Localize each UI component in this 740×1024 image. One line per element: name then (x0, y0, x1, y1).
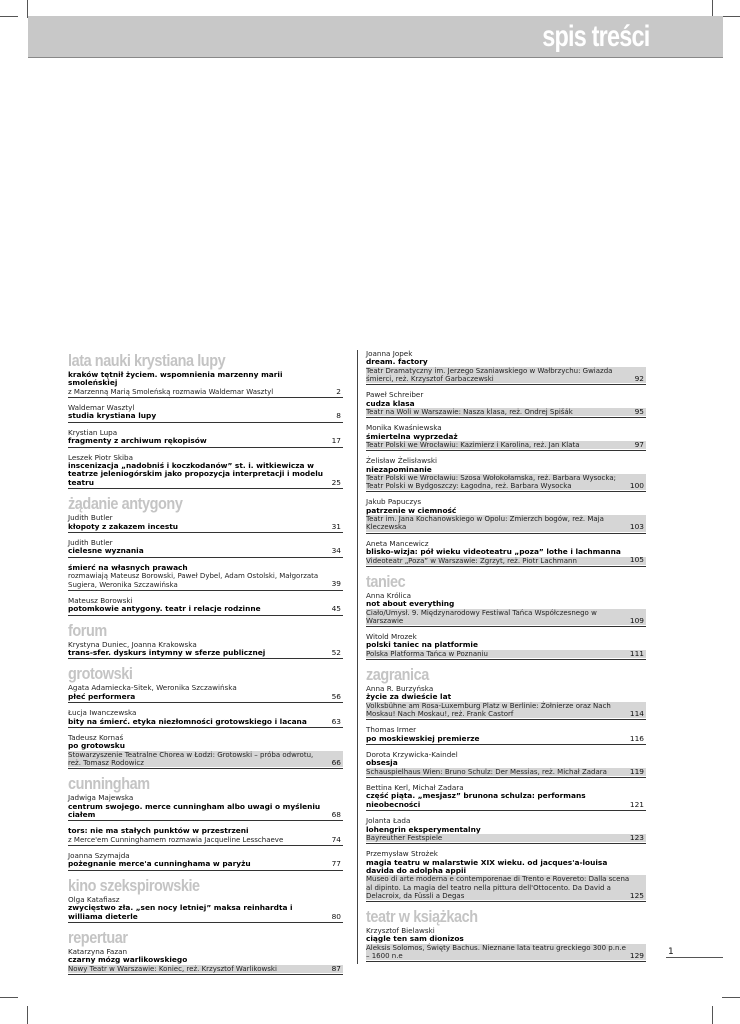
entry-note: Ciało/Umysł. 9. Międzynarodowy Festiwal Tańca Współczesnego w Warszawie (366, 609, 646, 625)
entry-author: Aneta Mancewicz (366, 538, 429, 548)
entry-title: cielesne wyznania (68, 546, 144, 556)
column-divider (357, 350, 358, 964)
entry-title: cudza klasa (366, 398, 415, 408)
entry-title: blisko-wizja: pół wieku videoteatru „poza” lothe i lachmanna (366, 547, 621, 557)
toc-entry (366, 350, 646, 385)
entry-author: Katarzyna Fazan (68, 947, 128, 957)
section-heading: repertuar (68, 928, 128, 948)
page-number-rule (666, 957, 723, 958)
entry-title: tors: nie ma stałych punktów w przestrzeni (68, 826, 249, 836)
entry-page-number: 123 (629, 832, 644, 842)
entry-page-number: 80 (331, 911, 341, 921)
section-heading: żądanie antygony (68, 494, 183, 514)
toc-left-column (68, 350, 343, 981)
entry-page-number: 77 (331, 859, 341, 869)
header-rule (28, 57, 723, 58)
entry-note: Stowarzyszenie Teatralne Chorea w Łodzi: Grotowski – próba odwrotu, reż. Tomasz Rodowicz (68, 751, 343, 767)
toc-section (68, 775, 343, 871)
toc-entry (68, 597, 343, 616)
entry-author: Krzysztof Bielawski (366, 926, 435, 936)
entry-author: Judith Butler (68, 538, 113, 548)
entry-page-number: 52 (331, 647, 341, 657)
entry-page-number: 31 (331, 521, 341, 531)
entry-title: studia krystiana lupy (68, 411, 157, 421)
toc-entry (366, 592, 646, 627)
entry-page-number: 109 (629, 615, 644, 625)
entry-page-number: 39 (331, 579, 341, 589)
entry-note: Museo di arte moderna e contemporenae di Trento e Rovereto: Dalla scena al dipinto. La magia del teatro nella pittura dell'Ottocento. Da David a Delacroix, da Füssli a Degas (366, 875, 646, 900)
toc-entry (366, 927, 646, 962)
entry-author: Krystyna Duniec, Joanna Krakowska (68, 639, 197, 649)
toc-entry (366, 817, 646, 844)
toc-entry (68, 794, 343, 821)
section-heading: taniec (366, 571, 406, 591)
toc-entry (366, 457, 646, 492)
entry-page-number: 105 (629, 555, 644, 565)
entry-note: Teatr Dramatyczny im. Jerzego Szaniawskiego w Wałbrzychu: Gwiazda śmierci, reż. Krzysztof Garbaczewski (366, 367, 646, 383)
entry-page-number: 17 (331, 436, 341, 446)
entry-title: kraków tętnił życiem. wspomnienia marzenny marii smoleńskiej (68, 370, 283, 388)
entry-note: Nowy Teatr w Warszawie: Koniec, reż. Krzysztof Warlikowski (68, 965, 343, 973)
entry-title: not about everything (366, 599, 455, 609)
toc-entry (366, 540, 646, 567)
section-heading: lata nauki krystiana lupy (68, 351, 226, 370)
entry-title: bity na śmierć. etyka niezłomności grotowskiego i lacana (68, 716, 307, 726)
toc-entry (68, 404, 343, 423)
page-number: 1 (668, 947, 674, 957)
toc-section (366, 350, 646, 567)
entry-author: Tadeusz Kornaś (68, 732, 124, 742)
entry-title: część piąta. „mesjasz” brunona schulza: performans nieobecności (366, 791, 586, 809)
crop-mark (722, 997, 740, 998)
entry-page-number: 97 (634, 439, 644, 449)
entry-page-number: 34 (331, 546, 341, 556)
toc-section (68, 929, 343, 975)
section-heading: forum (68, 620, 107, 640)
entry-note: Volksbühne am Rosa-Luxemburg Platz w Berlinie: Żołnierze oraz Nach Moskau! Nach Moskau!, reż. Frank Castorf (366, 702, 646, 718)
crop-mark (27, 1006, 28, 1024)
entry-author: Waldemar Wasztyl (68, 403, 135, 413)
entry-title: centrum swojego. merce cunningham albo uwagi o myśleniu ciałem (68, 801, 321, 819)
entry-title: po moskiewskiej premierze (366, 733, 480, 743)
toc-entry (366, 784, 646, 811)
toc-entry (68, 827, 343, 846)
section-heading: cunningham (68, 774, 150, 794)
toc-entry (68, 564, 343, 591)
entry-author: Jakub Papuczys (366, 497, 422, 507)
entry-page-number: 116 (629, 733, 644, 743)
entry-note: Aleksis Solomos, Święty Bachus. Nieznane lata teatru greckiego 300 p.n.e – 1600 n.e (366, 944, 646, 960)
entry-title: polski taniec na platformie (366, 640, 478, 650)
toc-entry (68, 948, 343, 975)
entry-note: Polska Platforma Tańca w Poznaniu (366, 650, 646, 658)
entry-author: Łucja Iwanczewska (68, 708, 137, 718)
toc-entry (68, 641, 343, 660)
toc-entry (68, 454, 343, 490)
entry-title: lohengrin eksperymentalny (366, 824, 481, 834)
entry-page-number: 68 (331, 809, 341, 819)
entry-title: życie za dwieście lat (366, 692, 452, 702)
toc-right-column (366, 350, 646, 968)
entry-note: z Marzenną Marią Smoleńską rozmawia Waldemar Wasztyl (68, 387, 274, 396)
crop-mark (0, 997, 18, 998)
entry-page-number: 45 (331, 604, 341, 614)
entry-page-number: 92 (634, 373, 644, 383)
toc-entry (366, 498, 646, 533)
entry-title: kłopoty z zakazem incestu (68, 521, 179, 531)
entry-title: zwycięstwo zła. „sen nocy letniej” maksa reinhardta i williama dieterle (68, 903, 293, 921)
entry-title: płeć performera (68, 691, 136, 701)
entry-title: czarny mózg warlikowskiego (68, 955, 188, 965)
toc-entry (366, 391, 646, 418)
toc-entry (68, 734, 343, 769)
entry-page-number: 95 (634, 406, 644, 416)
entry-author: Anna R. Burzyńska (366, 683, 434, 693)
crop-mark (0, 16, 18, 17)
toc-section (68, 495, 343, 615)
entry-page-number: 111 (629, 648, 644, 658)
entry-author: Witold Mrozek (366, 631, 417, 641)
entry-author: Joanna Szymajda (68, 851, 130, 860)
entry-title: fragmenty z archiwum rękopisów (68, 436, 207, 446)
toc-entry (366, 751, 646, 778)
toc-entry (68, 371, 343, 398)
entry-author: Thomas Irmer (366, 725, 417, 735)
toc-section (366, 573, 646, 660)
entry-note: Teatr na Woli w Warszawie: Nasza klasa, reż. Ondrej Spišák (366, 408, 646, 416)
toc-entry (366, 850, 646, 902)
crop-mark (712, 1006, 713, 1024)
entry-title: trans-sfer. dyskurs intymny w sferze publicznej (68, 647, 266, 657)
entry-page-number: 25 (331, 477, 341, 487)
crop-mark (722, 16, 740, 17)
entry-page-number: 119 (629, 766, 644, 776)
entry-title: patrzenie w ciemność (366, 505, 457, 515)
entry-title: potomkowie antygony. teatr i relacje rodzinne (68, 604, 261, 614)
entry-author: Bettina Kerl, Michał Zadara (366, 782, 464, 792)
page-title: spis treści (541, 20, 649, 53)
entry-note: Videoteatr „Poza” w Warszawie: Zgrzyt, reż. Piotr Lachmann (366, 557, 646, 565)
entry-page-number: 8 (336, 411, 341, 421)
entry-author: Jolanta Łada (366, 816, 411, 826)
entry-author: Agata Adamiecka-Sitek, Weronika Szczawińska (68, 683, 237, 693)
entry-author: Joanna Jopek (366, 349, 413, 358)
entry-title: po grotowsku (68, 741, 125, 751)
entry-page-number: 121 (629, 799, 644, 809)
toc-entry (68, 684, 343, 703)
entry-note: Teatr im. Jana Kochanowskiego w Opolu: Zmierzch bogów, reż. Maja Kleczewska (366, 515, 646, 531)
toc-entry (68, 539, 343, 558)
entry-page-number: 74 (331, 834, 341, 844)
entry-page-number: 63 (331, 716, 341, 726)
entry-page-number: 114 (629, 708, 644, 718)
toc-section (366, 666, 646, 902)
entry-page-number: 66 (331, 757, 341, 767)
toc-entry (366, 633, 646, 660)
toc-entry (68, 709, 343, 728)
entry-page-number: 100 (629, 481, 644, 491)
entry-title: pożegnanie merce'a cunninghama w paryżu (68, 859, 251, 869)
entry-author: Olga Katafiasz (68, 894, 120, 904)
entry-author: Paweł Schreiber (366, 390, 424, 400)
entry-author: Monika Kwaśniewska (366, 423, 442, 433)
entry-author: Anna Królica (366, 590, 411, 600)
entry-author: Jadwiga Majewska (68, 793, 134, 803)
section-heading: zagranica (366, 664, 429, 684)
header-band (28, 16, 723, 57)
entry-page-number: 129 (629, 950, 644, 960)
toc-section (68, 665, 343, 769)
toc-entry (366, 726, 646, 745)
entry-title: magia teatru w malarstwie XIX wieku. od jacques'a-louisa davida do adolpha appii (366, 857, 608, 876)
toc-entry (366, 685, 646, 720)
toc-section (68, 877, 343, 923)
entry-author: Leszek Piotr Skiba (68, 452, 134, 462)
entry-title: obsesja (366, 758, 398, 768)
toc-entry (68, 514, 343, 533)
section-heading: kino szekspirowskie (68, 875, 200, 895)
entry-note: rozmawiają Mateusz Borowski, Paweł Dybel, Adam Ostolski, Małgorzata Sugiera, Weronika Szczawińska (68, 572, 319, 589)
entry-author: Dorota Krzywicka-Kaindel (366, 749, 458, 759)
entry-page-number: 56 (331, 691, 341, 701)
toc-entry (68, 896, 343, 923)
section-heading: grotowski (68, 664, 133, 684)
entry-author: Judith Butler (68, 513, 113, 523)
toc-entry (68, 852, 343, 871)
entry-title: dream. factory (366, 357, 428, 367)
toc-entry (366, 424, 646, 451)
entry-author: Żelisław Żelisławski (366, 456, 438, 466)
entry-title: inscenizacja „nadobniś i koczkodanów” st. i. witkiewicza w teatrze jeleniogórskim jako propozycja interpretacji i modelu teatru (68, 461, 324, 487)
entry-note: Teatr Polski we Wrocławiu: Szosa Wołokołamska, reż. Barbara Wysocka; Teatr Polski w Bydgoszczy: Łagodna, reż. Barbara Wysocka (366, 474, 646, 490)
entry-note: Schauspielhaus Wien: Bruno Schulz: Der Messias, reż. Michał Zadara (366, 768, 646, 776)
section-heading: teatr w książkach (366, 907, 478, 927)
toc-section (68, 622, 343, 660)
entry-note: Teatr Polski we Wrocławiu: Kazimierz i Karolina, reż. Jan Klata (366, 441, 646, 449)
entry-title: niezapominanie (366, 464, 432, 474)
entry-note: Bayreuther Festspiele (366, 834, 646, 842)
toc-section (366, 908, 646, 962)
entry-note: z Merce'em Cunninghamem rozmawia Jacqueline Lesschaeve (68, 835, 284, 844)
entry-page-number: 87 (331, 963, 341, 973)
entry-title: śmierć na własnych prawach (68, 562, 188, 572)
entry-title: ciągle ten sam dionizos (366, 934, 464, 944)
entry-author: Mateusz Borowski (68, 595, 133, 605)
entry-page-number: 103 (629, 522, 644, 532)
entry-author: Krystian Lupa (68, 427, 118, 437)
entry-title: śmiertelna wyprzedaż (366, 431, 458, 441)
entry-author: Przemysław Strożek (366, 849, 438, 859)
entry-page-number: 2 (336, 386, 341, 396)
entry-page-number: 125 (629, 890, 644, 900)
toc-entry (68, 429, 343, 448)
toc-section (68, 352, 343, 489)
